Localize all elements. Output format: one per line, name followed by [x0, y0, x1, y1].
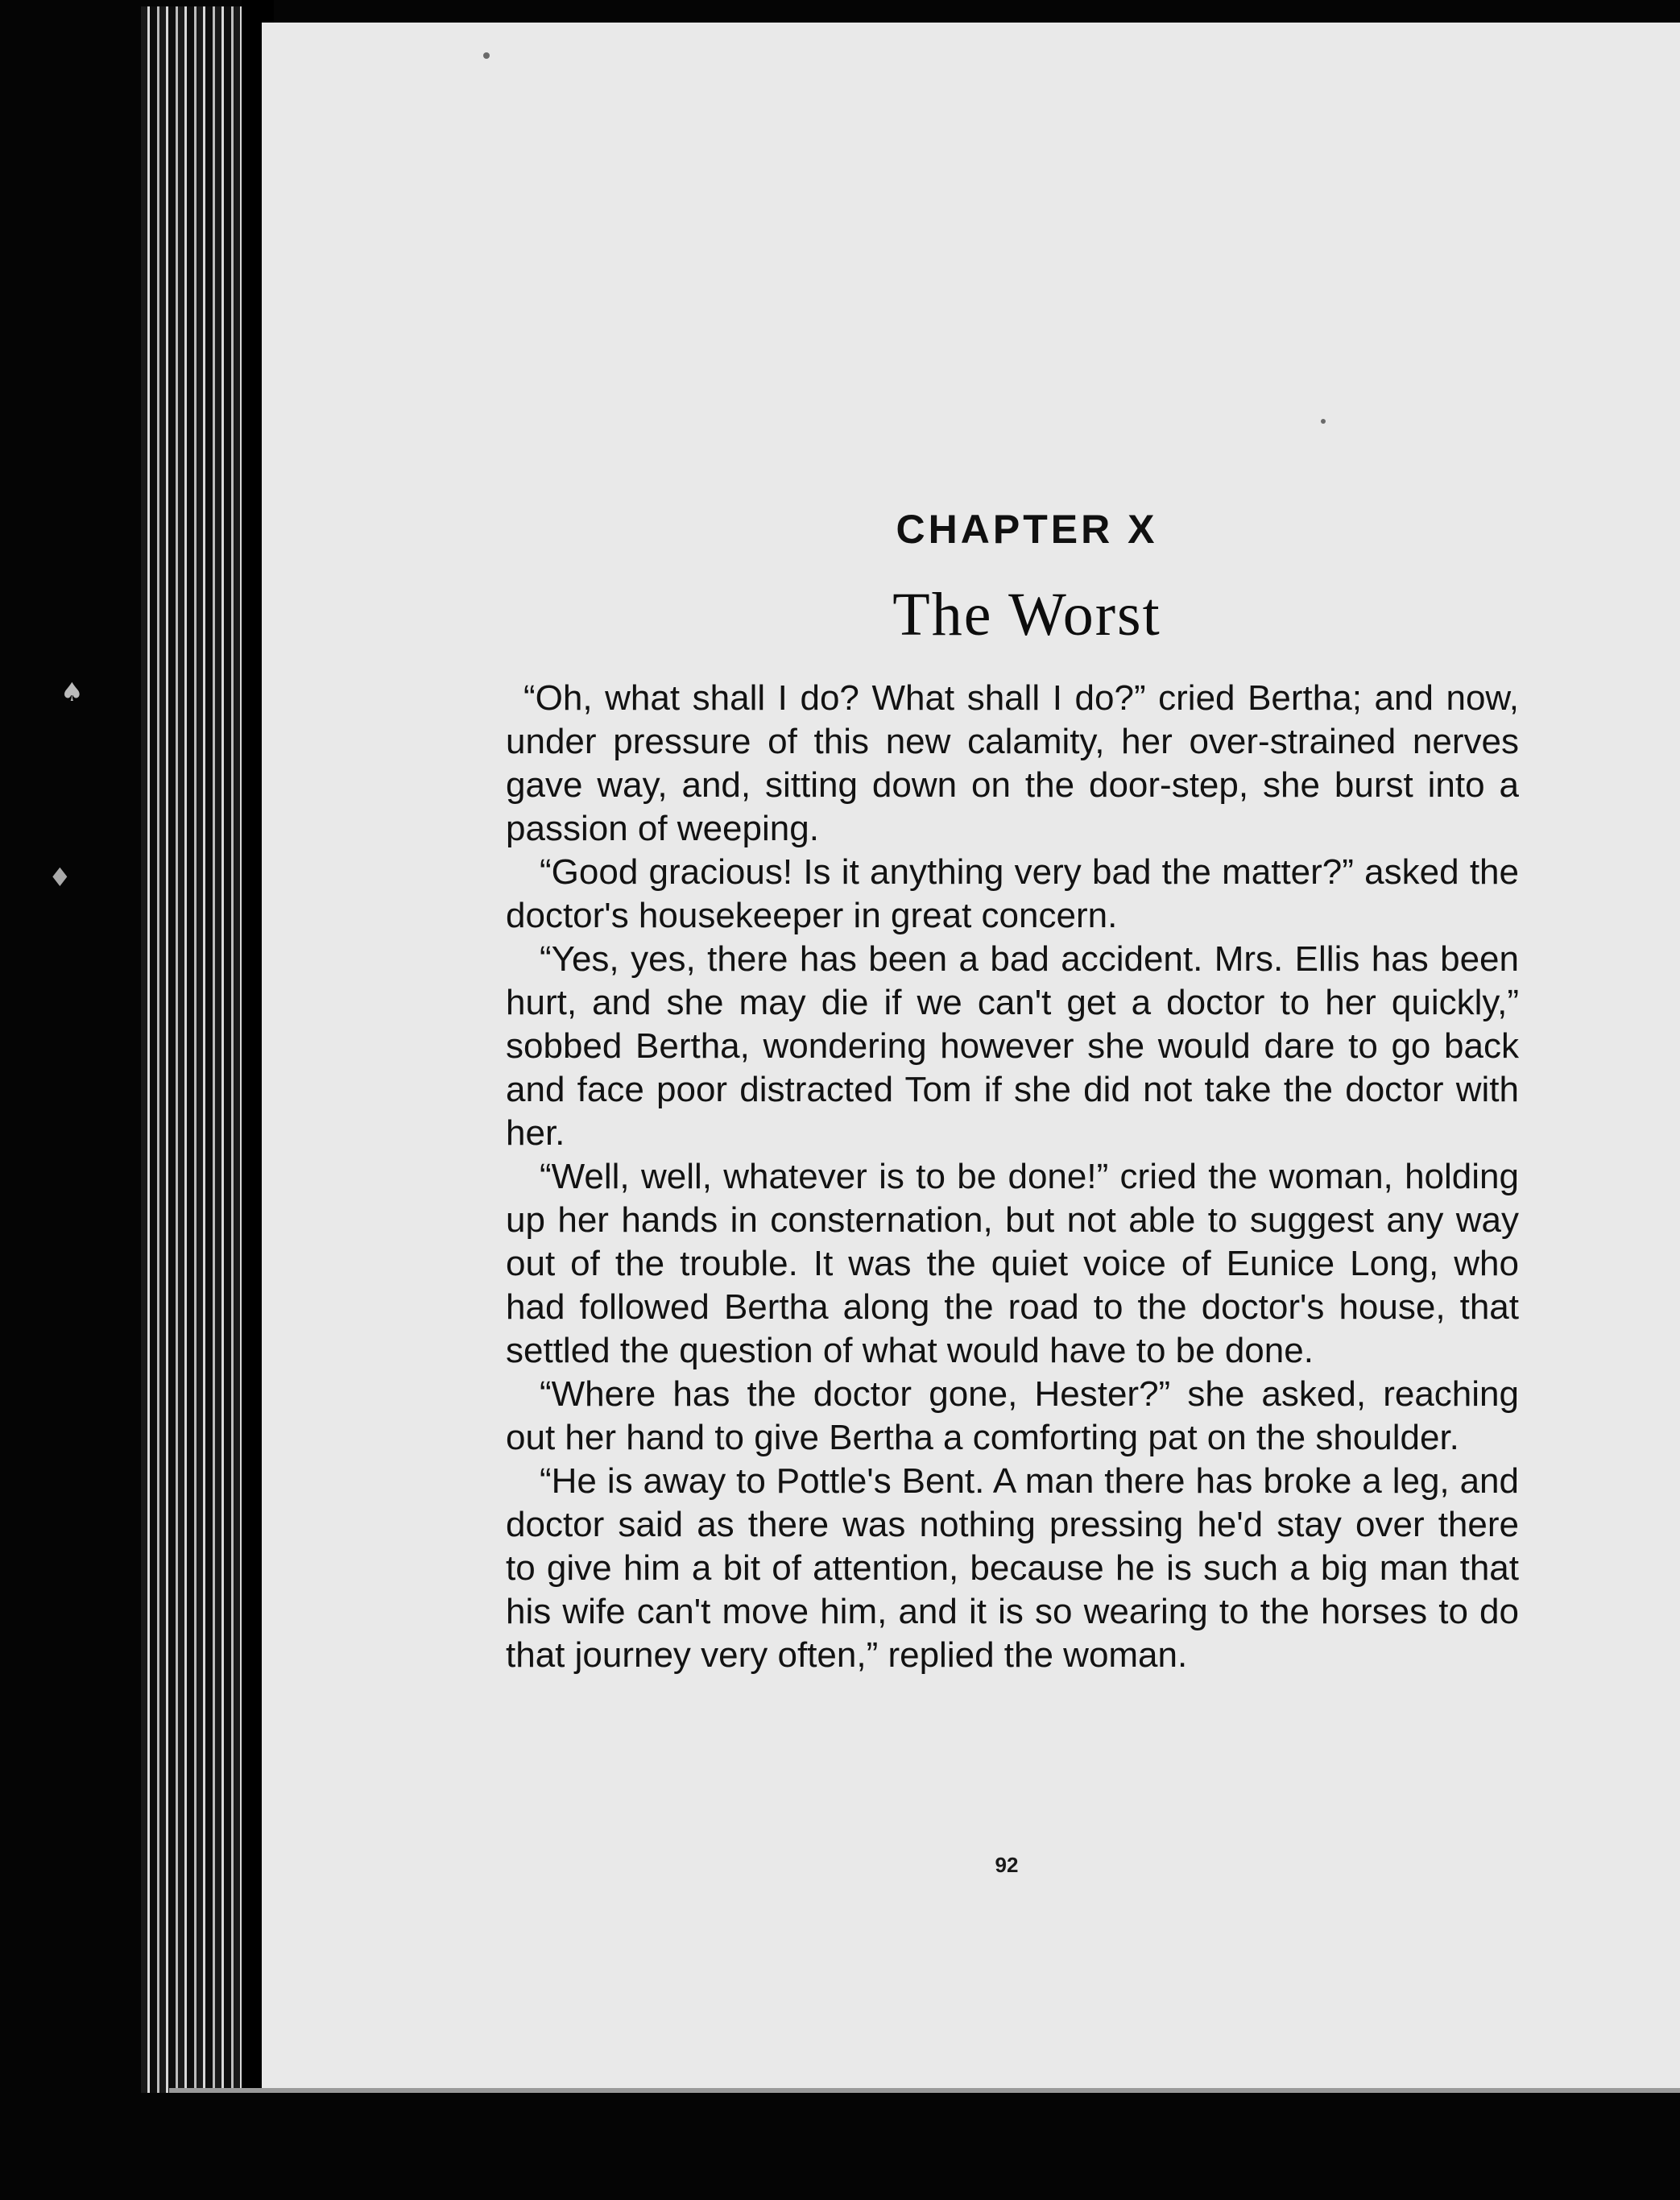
- body-text: [506, 677, 1519, 1677]
- margin-mark: ♦: [48, 862, 72, 893]
- chapter-title: The Worst: [892, 581, 1161, 648]
- paragraph: “Oh, what shall I do? What shall I do?” cried Bertha; and now, under pressure of this new calamity, her over-strained nerves gave way, and, sitting down on the door-step, she burst into a passion of weeping.: [506, 678, 1519, 848]
- page-number: 92: [995, 1853, 1019, 1877]
- paragraph: “Good gracious! Is it anything very bad the matter?” asked the doctor's housekeeper in great concern.: [506, 852, 1519, 935]
- paragraph: “Yes, yes, there has been a bad accident. Mrs. Ellis has been hurt, and she may die if we can't get a doctor to her quickly,” sobbed Bertha, wondering however she would dare to go back and face poor distracted Tom if she did not take the doctor with her.: [506, 939, 1519, 1153]
- scan-background: [141, 2093, 1680, 2200]
- paragraph: “He is away to Pottle's Bent. A man there has broke a leg, and doctor said as there was nothing pressing he'd stay over there to give him a bit of attention, because he is such a big man that his wife can't move him, and it is so wearing to the horses to do that journey very often,” replied the woman.: [506, 1461, 1519, 1675]
- chapter-label: CHAPTER X: [896, 507, 1158, 552]
- dust-spot: [1321, 419, 1326, 424]
- paragraph: “Where has the doctor gone, Hester?” she asked, reaching out her hand to give Bertha a comforting pat on the shoulder.: [506, 1374, 1519, 1457]
- dust-spot: [483, 52, 490, 59]
- margin-mark: ♠: [60, 677, 84, 707]
- paragraph: “Well, well, whatever is to be done!” cried the woman, holding up her hands in consternation, but not able to suggest any way out of the trouble. It was the quiet voice of Eunice Long, who had followed Bertha along the road to the doctor's house, that settled the question of what would have to be done.: [506, 1157, 1519, 1370]
